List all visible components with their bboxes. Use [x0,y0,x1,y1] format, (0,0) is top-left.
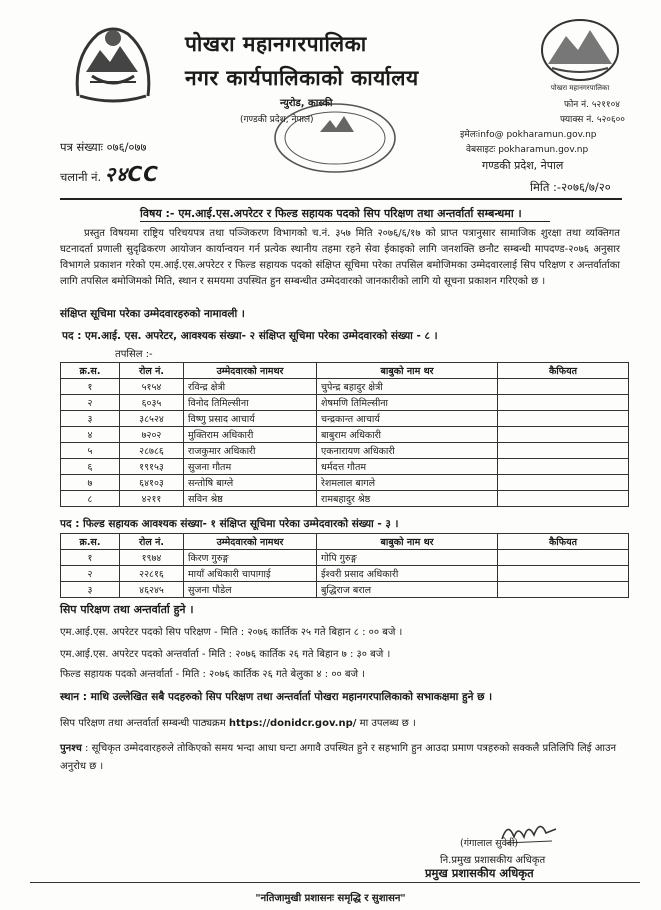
roll-cell: ६४१०३ [120,475,184,491]
remarks-cell [498,566,629,582]
patra-sankhya: पत्र संख्याः ०७६/०७७ [60,140,147,154]
candidate-cell: राजकुमार अधिकारी [184,443,317,459]
shortlist-heading: संक्षिप्त सूचिमा परेका उम्मेदवारहरुको नामावली । [60,308,245,320]
table-row [61,475,629,491]
roll-cell: ४६२४५ [120,582,184,598]
remarks-cell [498,550,629,566]
roll-cell: १९१५३ [120,459,184,475]
col-candidate: उम्मेदवारको नामथर [184,534,317,550]
subject-line: विषय :- एम.आई.एस.अपरेटर र फिल्ड सहायक पदको सिप परिक्षण तथा अन्तर्वार्ता सम्बन्धमा । [140,207,522,220]
org-line2: नगर कार्यपालिकाको कार्यालय [185,66,419,90]
table-row [61,582,629,598]
sn-cell: ८ [61,491,120,507]
father-cell: ईश्वरी प्रसाद अधिकारी [317,566,498,582]
mis-operator-table [60,362,629,507]
body-paragraph: प्रस्तुत विषयमा राष्ट्रिय परिचयपत्र तथा पञ्जिकरण विभागको च.नं. ३५७ मिति २०७६/६/१७ को प्राप्त पत्रानुसार सामाजिक शुरक्षा तथा व्यक्तिगत घटनादर्ता प्रणाली सुदृढिकरण आयोजन कार्यान्वयन गर्न प्रत्येक स्थानीय तहमा रहने सेवा ईकाइको लागि जनशक्ति छनौट सम्बन्धी मापदण्ड-२०७६ अनुसार विभागले प्रकाशन गरेको एम.आई.एस.अपरेटर र फिल्ड सहायक पदको संक्षिप्त सूचिमा परेका तपसिल बमोजिमका उम्मेदवारलाई सिप परिक्षण र अन्तर्वार्ताका लागि तपसिल बमोजिमको मिति, स्थान र समयमा उपस्थित हुन सम्बन्धीत उम्मेदवारको जानकारीको लागि यो सूचना प्रकाशन गरिएको छ । [60,228,620,287]
sn-cell: ६ [61,459,120,475]
tapasil-label: तपसिल :- [115,349,153,360]
father-cell: रामबहादुर श्रेष्ठ [317,491,498,507]
phone-number: फोन नं. ५२११०४ [564,100,620,110]
schedule-heading: सिप परिक्षण तथा अन्तर्वार्ता हुने । [60,603,194,616]
col-father: बाबुको नाम थर [317,534,498,550]
sn-cell: ३ [61,411,120,427]
candidate-cell: किरण गुरुङ्ग [184,550,317,566]
sn-cell: ५ [61,443,120,459]
chalani-label: चलानी नं. [60,170,102,184]
roll-cell: ७२०२ [120,427,184,443]
syllabus-line [60,715,416,729]
candidate-cell: सन्तोषि बाग्ले [184,475,317,491]
candidate-cell: सुजना गौतम [184,459,317,475]
remarks-cell [498,379,629,395]
table-header-row [61,363,629,379]
table-row [61,443,629,459]
col-sn: क्र.स. [61,534,120,550]
father-cell: चन्द्रकान्त आचार्य [317,411,498,427]
sn-cell: ४ [61,427,120,443]
col-roll: रोल नं. [120,363,184,379]
post2-heading: पद : फिल्ड सहायक आवश्यक संख्या- १ संक्षिप्त सूचिमा परेका उम्मेदवारको संख्या - ३ । [60,518,399,530]
table-row [61,550,629,566]
remarks-cell [498,491,629,507]
father-cell: गोपि गुरुङ्ग [317,550,498,566]
letter-date: मिति :-२०७६/७/२० [530,180,611,194]
address-place: न्युरोड, कास्की [280,98,333,109]
chalani-handwritten: २४CC [104,162,159,186]
signatory-designation: नि.प्रमुख प्रशासकीय अधिकृत [440,855,546,866]
remarks-cell [498,459,629,475]
candidate-cell: विष्णु प्रसाद आचार्य [184,411,317,427]
candidate-cell: रविन्द्र क्षेत्री [184,379,317,395]
header-divider [60,198,622,200]
table-row [61,395,629,411]
table-row [61,491,629,507]
col-sn: क्र.स. [61,363,120,379]
father-cell: शेषमणि तिमिल्सीना [317,395,498,411]
sn-cell: २ [61,566,120,582]
father-cell: चुपेन्द्र बहादुर क्षेत्री [317,379,498,395]
candidate-cell: सविन श्रेष्ठ [184,491,317,507]
official-stamp [270,98,400,176]
website-address: वेबसाइटः pokharamun.gov.np [466,145,589,155]
sn-cell: ७ [61,475,120,491]
candidate-cell: सुजना पौडेल [184,582,317,598]
subject-underline [140,221,550,222]
fax-number: फ्याक्स नं. ५२०६०० [560,115,625,125]
table-header-row [61,534,629,550]
father-cell: रेशमलाल बागले [317,475,498,491]
signatory-name: (गंगालाल सुवेदी) [460,838,519,849]
remarks-cell [498,427,629,443]
notice-label: पुनश्च [60,743,82,754]
notice-text: : सूचिकृत उम्मेदवारहरुले तोकिएको समय भन्दा आधा घन्टा अगावै उपस्थित हुने र सहभागि हुन आउदा प्रमाण पत्रहरुको सक्कलै प्रतिलिपि लिई आउन अनुरोध छ । [60,743,617,772]
roll-cell: २२८१६ [120,566,184,582]
nepal-emblem-logo [68,16,158,106]
sn-cell: ३ [61,582,120,598]
footer-slogan: "नतिजामुखी प्रशासनः समृद्धि र सुशासन" [255,893,406,904]
right-logo-caption: पोखरा महानगरपालिका [550,84,610,92]
notice-paragraph [60,740,620,776]
syllabus-tail: मा उपलब्ध छ । [359,718,416,729]
col-candidate: उम्मेदवारको नामथर [184,363,317,379]
remarks-cell [498,475,629,491]
table-row [61,566,629,582]
roll-cell: १९७४ [120,550,184,566]
roll-cell: ४२११ [120,491,184,507]
post1-heading: पद : एम.आई. एस. अपरेटर, आवश्यक संख्या- २ संक्षिप्त सूचिमा परेका उम्मेदवारको संख्या - ८ । [62,330,438,342]
table-row [61,459,629,475]
candidate-cell: मायाँ अधिकारी चापागाई [184,566,317,582]
roll-cell: २८७८६ [120,443,184,459]
table-row [61,379,629,395]
candidate-cell: विनोद तिमिल्सीना [184,395,317,411]
sn-cell: १ [61,379,120,395]
organization-name [185,30,475,92]
venue-line: स्थान : माथि उल्लेखित सबै पदहरुको सिप परिक्षण तथा अन्तर्वार्ता पोखरा महानगरपालिकाको सभाकक्षमा हुने छ । [60,691,493,703]
father-cell: एकनारायण अधिकारी [317,443,498,459]
chalani-number [60,160,159,187]
syllabus-text: सिप परिक्षण तथा अन्तर्वार्ता सम्बन्धी पाठ्यक्रम [60,718,226,729]
pokhara-municipality-logo [530,16,630,94]
field-assistant-table [60,533,629,598]
contact-block [460,98,625,173]
sn-cell: २ [61,395,120,411]
remarks-cell [498,411,629,427]
schedule-line3: फिल्ड सहायक पदको अन्तर्वार्ता - मिति : २०७६ कार्तिक २६ गते बेलुका ४ : ०० बजे । [60,669,366,680]
father-cell: बुद्धिराज बराल [317,582,498,598]
syllabus-link[interactable]: https://donidcr.gov.np/ [228,718,357,729]
col-remarks: कैफियत [498,363,629,379]
roll-cell: ३८५२४ [120,411,184,427]
schedule-line2: एम.आई.एस. अपरेटर पदको अन्तर्वार्ता - मिति : २०७६ कार्तिक २६ गते बिहान ७ : ३० बजे । [60,649,391,660]
footer-divider [30,882,640,883]
father-cell: धर्मदत्त गौतम [317,459,498,475]
table-row [61,427,629,443]
roll-cell: ६०३५ [120,395,184,411]
org-line1: पोखरा महानगरपालिका [185,32,367,56]
father-cell: बाबुराम अधिकारी [317,427,498,443]
table-row [61,411,629,427]
schedule-line1: एम.आई.एस. अपरेटर पदको सिप परिक्षण - मिति : २०७६ कार्तिक २५ गते बिहान ८ : ०० बजे । [60,627,403,638]
sn-cell: १ [61,550,120,566]
email-address: इमेलःinfo@ pokharamun.gov.np [460,130,597,140]
col-father: बाबुको नाम थर [317,363,498,379]
signatory-title: प्रमुख प्रशासकीय अधिकृत [425,866,534,880]
roll-cell: ५१५४ [120,379,184,395]
address-region: (गण्डकी प्रदेश, नेपाल) [240,115,314,125]
remarks-cell [498,443,629,459]
candidate-cell: मुक्तिराम अधिकारी [184,427,317,443]
remarks-cell [498,395,629,411]
province-name: गण्डकी प्रदेश, नेपाल [482,159,564,172]
col-roll: रोल नं. [120,534,184,550]
remarks-cell [498,582,629,598]
col-remarks: कैफियत [498,534,629,550]
